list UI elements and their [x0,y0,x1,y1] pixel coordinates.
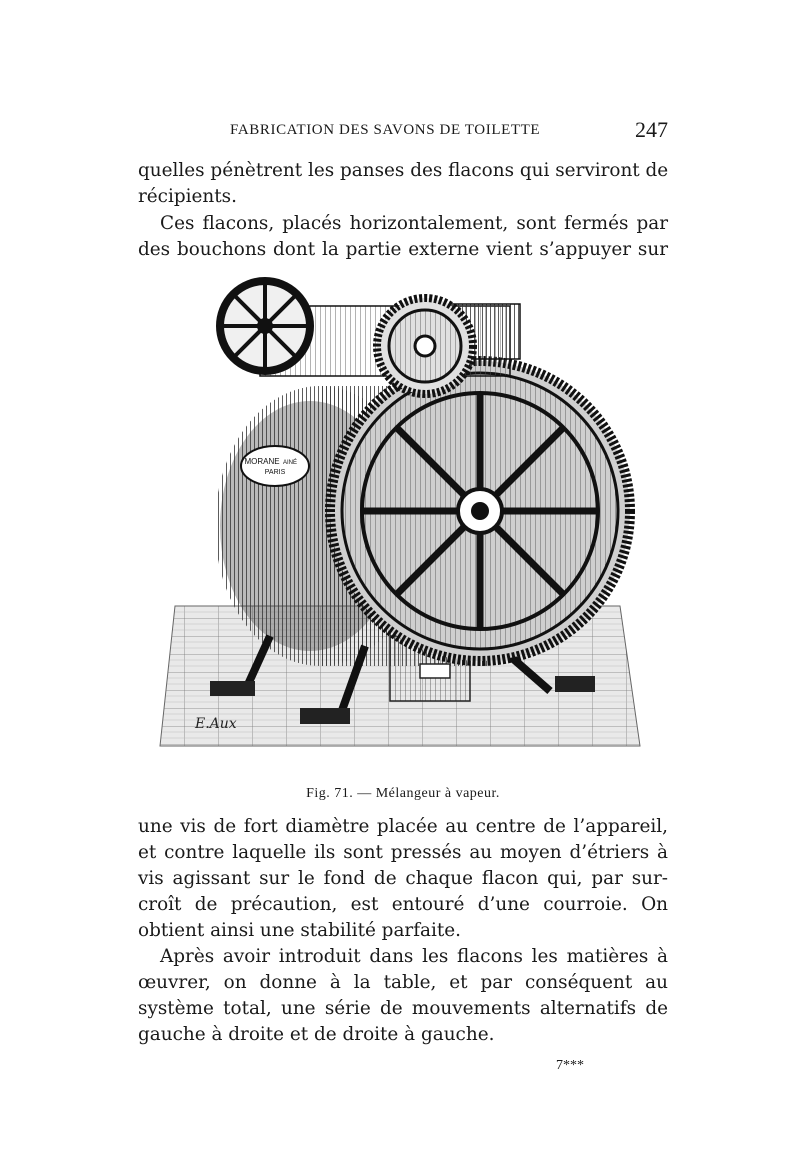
text-line: vis agissant sur le fond de chaque flacon qui, par sur- [138,868,668,889]
text-line: système total, une série de mouvements alternatifs de [138,998,668,1019]
text-line: une vis de fort diamètre placée au centre de l’appareil, [138,816,668,837]
steam-mixer-engraving [150,276,650,776]
maker-plate-text: AINÉ [282,460,298,466]
drawer-handle [420,664,450,678]
foot [300,708,350,724]
page-number: 247 [635,117,668,142]
maker-plate [241,446,309,486]
text-line: récipients. [138,186,237,207]
running-title: FABRICATION DES SAVONS DE TOILETTE [230,122,541,138]
text-line: quelles pénètrent les panses des flacons qui serviront de [138,160,669,181]
text-line: œuvrer, on donne à la table, et par conséquent au [138,972,668,993]
figure-steam-mixer [150,276,650,776]
maker-plate-text: PARIS [264,469,286,476]
pulley-wheel [220,281,310,371]
text-line: Ces flacons, placés horizontalement, sont fermés par [160,213,668,234]
large-gear-wheel [330,361,630,661]
text-line: et contre laquelle ils sont pressés au moyen d’étriers à [138,842,668,863]
paragraph-1 [138,158,668,210]
paragraph-3 [138,814,668,944]
paragraph-2 [138,211,668,263]
text-line: des bouchons dont la partie externe vient s’appuyer sur [138,239,668,260]
small-gear [377,298,473,394]
foot [555,676,595,692]
text-line: croît de précaution, est entouré d’une courroie. On [138,894,668,915]
engraver-signature: E.Aux [195,716,237,732]
text-line: obtient ainsi une stabilité parfaite. [138,920,461,941]
foot [210,681,255,696]
maker-plate-text: MORANE [244,457,280,466]
figure-caption: Fig. 71. — Mélangeur à vapeur. [306,786,500,801]
paragraph-4 [138,944,668,1048]
signature-mark: 7*** [556,1058,584,1073]
text-line: gauche à droite et de droite à gauche. [138,1024,495,1045]
text-line: Après avoir introduit dans les flacons les matières à [160,946,668,967]
running-head [138,117,668,144]
